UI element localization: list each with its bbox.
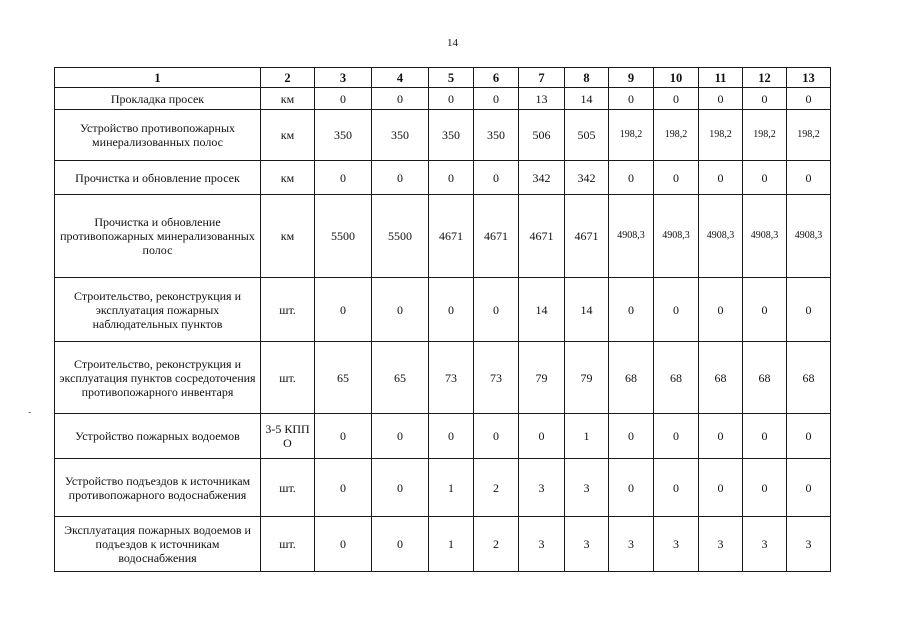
value-cell: 4908,3: [787, 195, 831, 278]
row-unit: шт.: [261, 278, 315, 342]
value-cell: 0: [315, 161, 372, 195]
header-cell: 10: [654, 68, 699, 88]
value-cell: 65: [315, 342, 372, 414]
value-cell: 0: [743, 278, 787, 342]
value-cell: 0: [787, 459, 831, 517]
row-name: Прочистка и обновление просек: [55, 161, 261, 195]
row-unit: км: [261, 161, 315, 195]
value-cell: 0: [372, 278, 429, 342]
value-cell: 506: [519, 110, 565, 161]
value-cell: 0: [429, 161, 474, 195]
fire-prevention-table: [54, 67, 831, 572]
value-cell: 68: [743, 342, 787, 414]
row-name: Прочистка и обновление противопожарных минерализованных полос: [55, 195, 261, 278]
value-cell: 4908,3: [743, 195, 787, 278]
value-cell: 4671: [429, 195, 474, 278]
value-cell: 68: [787, 342, 831, 414]
row-unit: шт.: [261, 517, 315, 572]
row-name: Устройство противопожарных минерализованных полос: [55, 110, 261, 161]
value-cell: 0: [429, 278, 474, 342]
value-cell: 3: [565, 459, 609, 517]
row-name: Устройство подъездов к источникам противопожарного водоснабжения: [55, 459, 261, 517]
value-cell: 0: [372, 517, 429, 572]
value-cell: 350: [372, 110, 429, 161]
row-unit: шт.: [261, 342, 315, 414]
value-cell: 0: [315, 517, 372, 572]
value-cell: 4908,3: [654, 195, 699, 278]
value-cell: 4671: [565, 195, 609, 278]
value-cell: 3: [519, 459, 565, 517]
value-cell: 0: [743, 414, 787, 459]
value-cell: 0: [609, 278, 654, 342]
value-cell: 0: [787, 88, 831, 110]
value-cell: 3: [609, 517, 654, 572]
value-cell: 0: [315, 278, 372, 342]
value-cell: 0: [654, 414, 699, 459]
header-cell: 2: [261, 68, 315, 88]
value-cell: 0: [372, 414, 429, 459]
row-unit: км: [261, 195, 315, 278]
value-cell: 0: [699, 161, 743, 195]
value-cell: 79: [519, 342, 565, 414]
header-cell: 4: [372, 68, 429, 88]
value-cell: 4908,3: [699, 195, 743, 278]
value-cell: 0: [699, 459, 743, 517]
value-cell: 350: [315, 110, 372, 161]
row-name: Прокладка просек: [55, 88, 261, 110]
value-cell: 0: [372, 88, 429, 110]
header-cell: 6: [474, 68, 519, 88]
header-cell: 11: [699, 68, 743, 88]
value-cell: 0: [699, 414, 743, 459]
value-cell: 198,2: [743, 110, 787, 161]
value-cell: 0: [787, 414, 831, 459]
value-cell: 0: [474, 414, 519, 459]
header-cell: 1: [55, 68, 261, 88]
value-cell: 3: [565, 517, 609, 572]
value-cell: 505: [565, 110, 609, 161]
table-row: [55, 517, 831, 572]
value-cell: 0: [743, 459, 787, 517]
value-cell: 65: [372, 342, 429, 414]
table-row: [55, 459, 831, 517]
header-cell: 5: [429, 68, 474, 88]
value-cell: 0: [519, 414, 565, 459]
value-cell: 0: [743, 88, 787, 110]
table-row: [55, 88, 831, 110]
value-cell: 0: [787, 161, 831, 195]
value-cell: 0: [315, 414, 372, 459]
value-cell: 4671: [474, 195, 519, 278]
value-cell: 73: [474, 342, 519, 414]
header-cell: 9: [609, 68, 654, 88]
value-cell: 0: [654, 161, 699, 195]
row-name: Строительство, реконструкция и эксплуатация пунктов сосредоточения противопожарного инвентаря: [55, 342, 261, 414]
value-cell: 0: [474, 278, 519, 342]
row-unit: шт.: [261, 459, 315, 517]
value-cell: 0: [474, 88, 519, 110]
table-row: [55, 195, 831, 278]
value-cell: 79: [565, 342, 609, 414]
value-cell: 350: [429, 110, 474, 161]
value-cell: 0: [609, 459, 654, 517]
header-cell: 3: [315, 68, 372, 88]
header-cell: 12: [743, 68, 787, 88]
row-unit: км: [261, 110, 315, 161]
value-cell: 3: [743, 517, 787, 572]
value-cell: 3: [699, 517, 743, 572]
header-cell: 13: [787, 68, 831, 88]
value-cell: 68: [699, 342, 743, 414]
value-cell: 0: [372, 161, 429, 195]
value-cell: 0: [315, 459, 372, 517]
table-row: [55, 414, 831, 459]
value-cell: 1: [565, 414, 609, 459]
value-cell: 3: [787, 517, 831, 572]
value-cell: 198,2: [699, 110, 743, 161]
value-cell: 14: [565, 278, 609, 342]
value-cell: 0: [609, 161, 654, 195]
value-cell: 0: [699, 88, 743, 110]
row-unit: 3-5 КПП О: [261, 414, 315, 459]
value-cell: 5500: [315, 195, 372, 278]
value-cell: 198,2: [654, 110, 699, 161]
value-cell: 0: [654, 459, 699, 517]
value-cell: 0: [787, 278, 831, 342]
value-cell: 13: [519, 88, 565, 110]
value-cell: 68: [609, 342, 654, 414]
page-number: 14: [447, 37, 458, 49]
value-cell: 2: [474, 459, 519, 517]
value-cell: 3: [519, 517, 565, 572]
value-cell: 0: [609, 414, 654, 459]
row-name: Эксплуатация пожарных водоемов и подъездов к источникам водоснабжения: [55, 517, 261, 572]
value-cell: 198,2: [609, 110, 654, 161]
row-unit: км: [261, 88, 315, 110]
header-cell: 8: [565, 68, 609, 88]
value-cell: 14: [565, 88, 609, 110]
value-cell: 0: [372, 459, 429, 517]
header-cell: 7: [519, 68, 565, 88]
value-cell: 0: [609, 88, 654, 110]
value-cell: 342: [519, 161, 565, 195]
row-name: Строительство, реконструкция и эксплуатация пожарных наблюдательных пунктов: [55, 278, 261, 342]
margin-mark: -: [28, 407, 32, 418]
value-cell: 68: [654, 342, 699, 414]
value-cell: 1: [429, 459, 474, 517]
value-cell: 0: [654, 278, 699, 342]
value-cell: 0: [743, 161, 787, 195]
value-cell: 4671: [519, 195, 565, 278]
value-cell: 1: [429, 517, 474, 572]
value-cell: 0: [429, 414, 474, 459]
table-row: [55, 161, 831, 195]
value-cell: 0: [429, 88, 474, 110]
value-cell: 0: [315, 88, 372, 110]
row-name: Устройство пожарных водоемов: [55, 414, 261, 459]
value-cell: 5500: [372, 195, 429, 278]
value-cell: 0: [654, 88, 699, 110]
value-cell: 0: [474, 161, 519, 195]
value-cell: 2: [474, 517, 519, 572]
header-row: [55, 68, 831, 88]
table-row: [55, 342, 831, 414]
table-row: [55, 278, 831, 342]
table-body: [55, 88, 831, 572]
table-row: [55, 110, 831, 161]
value-cell: 73: [429, 342, 474, 414]
value-cell: 4908,3: [609, 195, 654, 278]
value-cell: 3: [654, 517, 699, 572]
value-cell: 342: [565, 161, 609, 195]
value-cell: 14: [519, 278, 565, 342]
value-cell: 198,2: [787, 110, 831, 161]
value-cell: 0: [699, 278, 743, 342]
value-cell: 350: [474, 110, 519, 161]
